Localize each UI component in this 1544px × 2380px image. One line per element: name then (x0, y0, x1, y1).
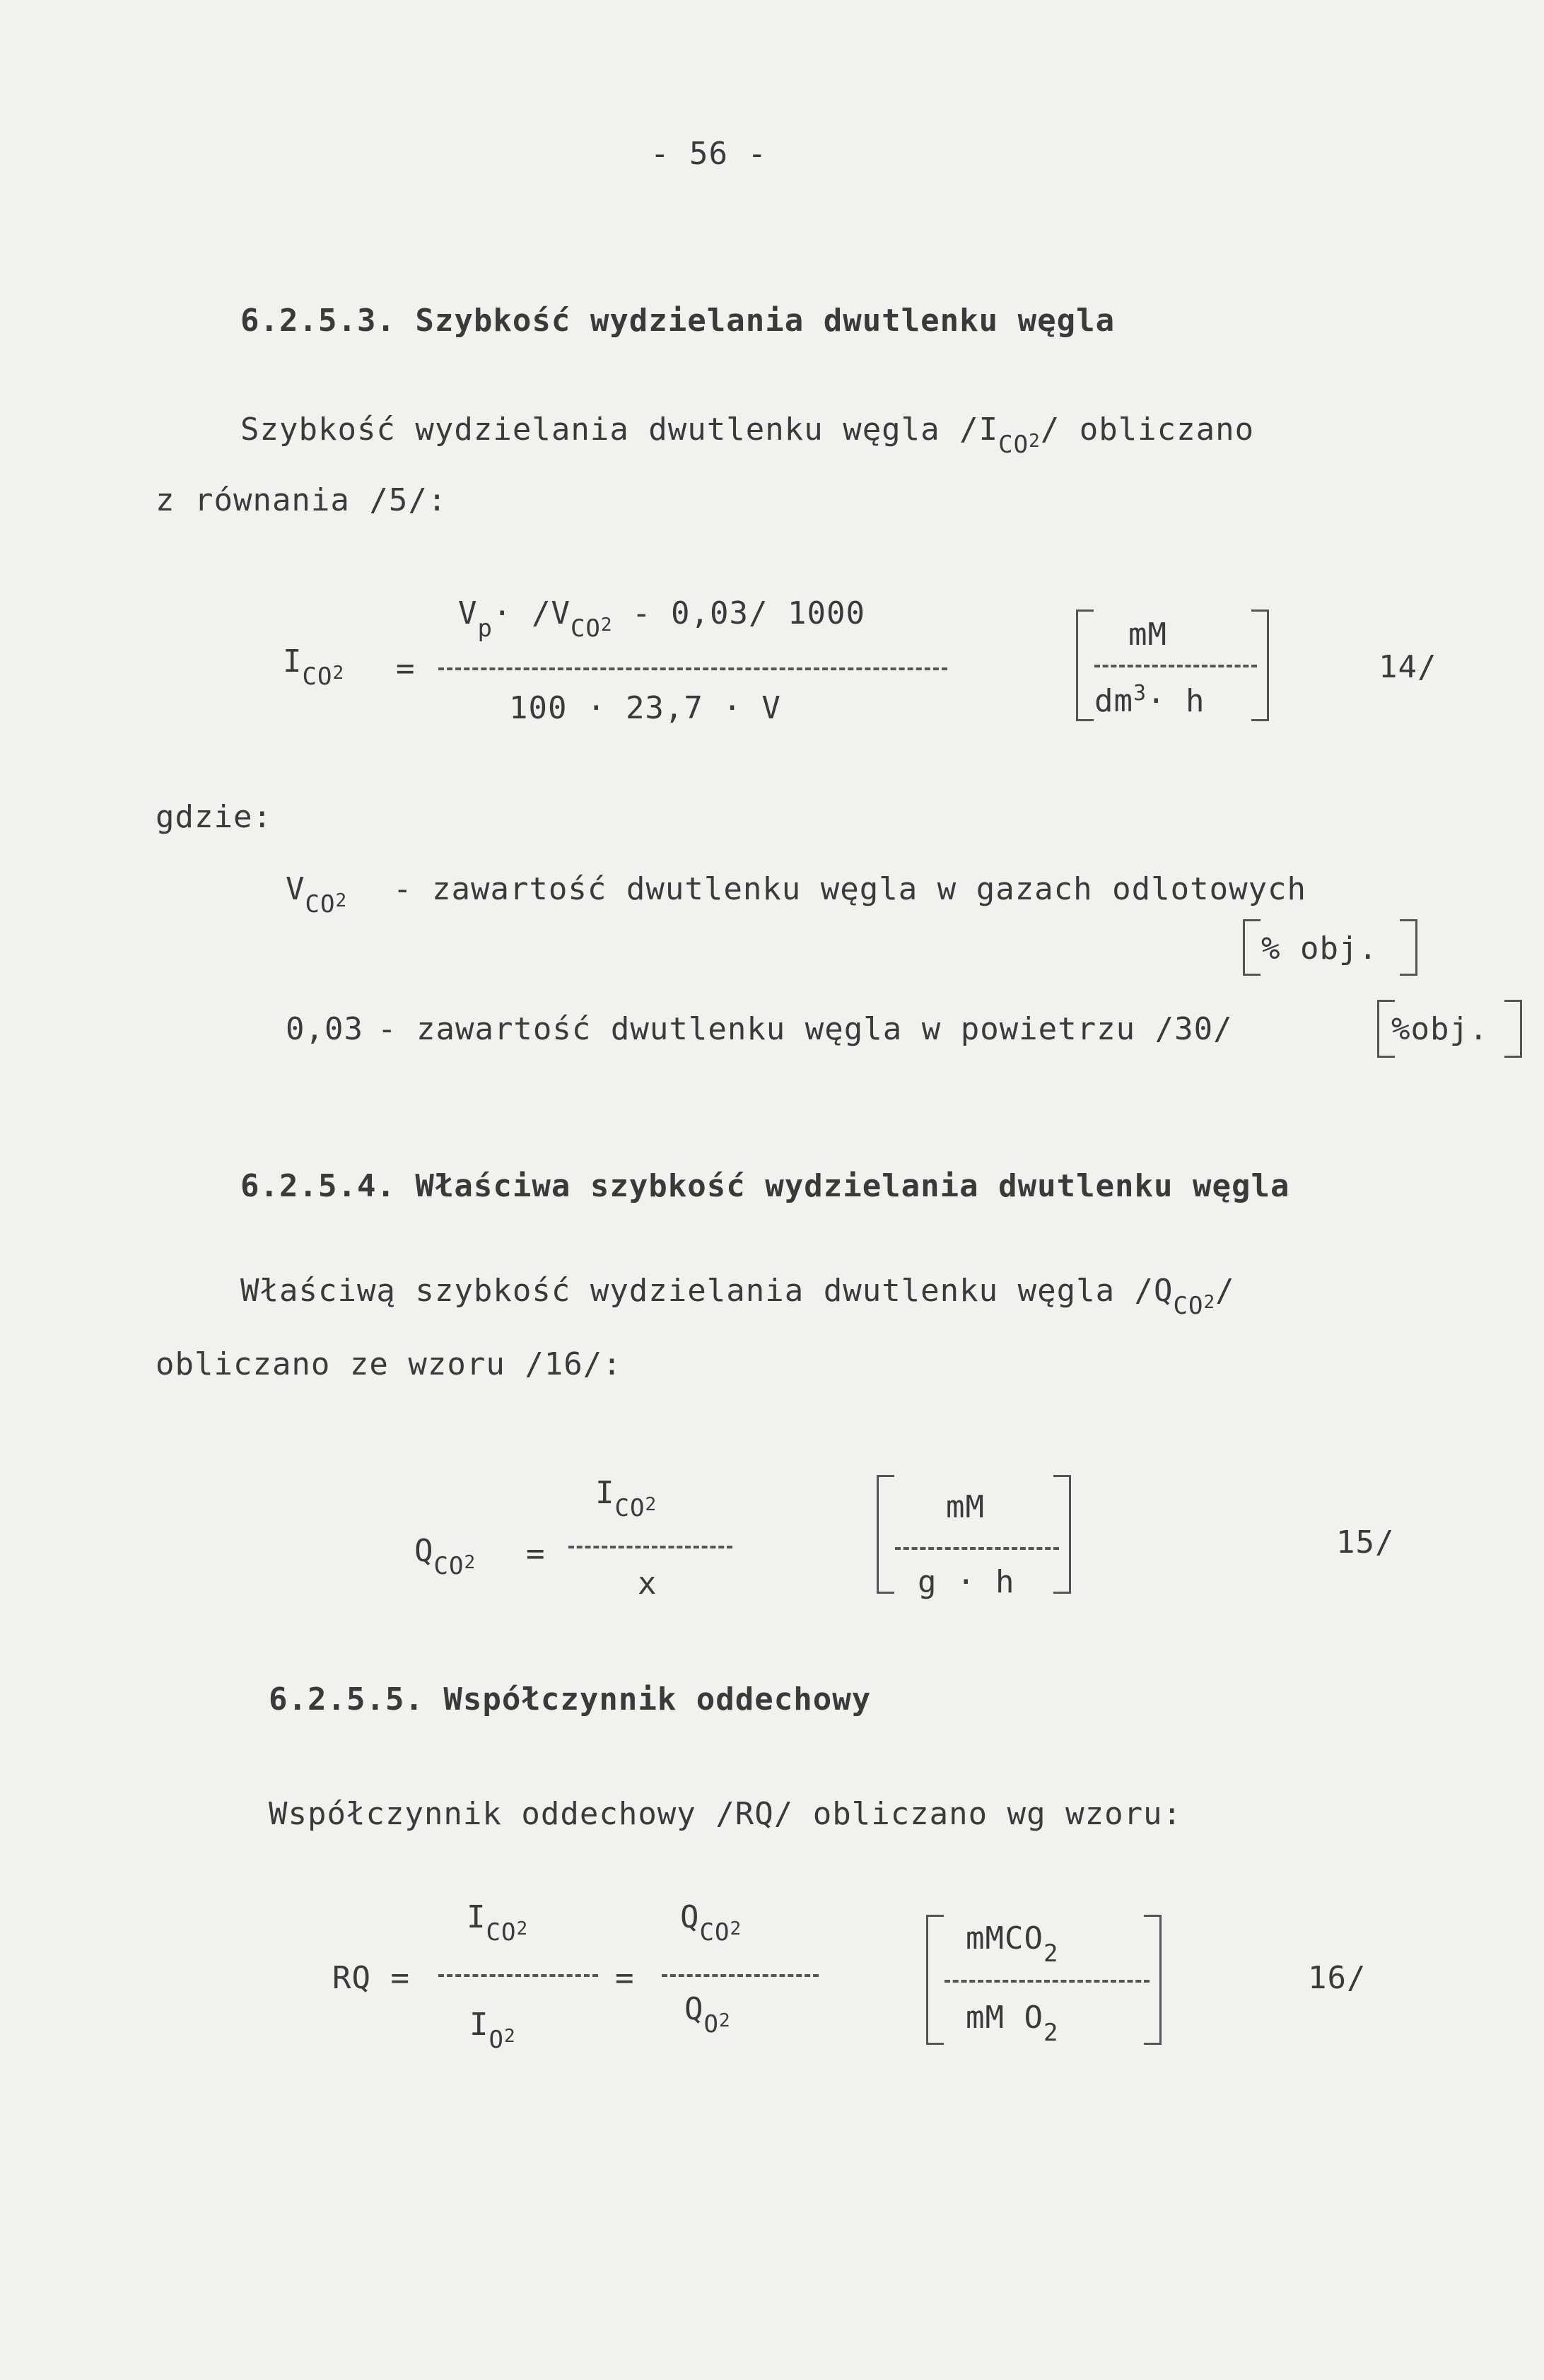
formula-16-equals: = (615, 1960, 635, 1996)
paragraph-6253-line1: Szybkość wydzielania dwutlenku węgla $/I_{CO2}/$ obliczano (240, 412, 1255, 459)
formula-15-unit-bracket-left (877, 1475, 894, 1594)
paragraph-6255: Współczynnik oddechowy /RQ/ obliczano wg wzoru: (269, 1796, 1183, 1832)
formula-14-unit-bar (1094, 665, 1257, 667)
formula-16-unit-bracket-right (1144, 1915, 1162, 2045)
paragraph-6254-line2: obliczano ze wzoru /16/: (156, 1346, 622, 1382)
page-number: - 56 - (650, 136, 767, 172)
paragraph-6253-line2: z równania /5/: (156, 482, 448, 518)
definition-1-unit: % obj. (1261, 931, 1378, 967)
formula-15-equals: = (526, 1536, 546, 1572)
section-heading-6253: 6.2.5.3. Szybkość wydzielania dwutlenku węgla (240, 303, 1116, 339)
formula-14-unit-denominator: $dm^3\cdot h$ (1094, 681, 1205, 719)
formula-16-unit-numerator: mMCO$_2$ (966, 1920, 1059, 1968)
formula-16-unit-bracket-left (926, 1915, 944, 2045)
definition-2-symbol: 0,03 (286, 1011, 363, 1047)
formula-15-number: 15/ (1336, 1524, 1395, 1561)
formula-16-lhs: RQ = (332, 1960, 410, 1996)
formula-14-denominator: 100 · 23,7 · V (509, 690, 781, 726)
formula-15-unit-bar (895, 1547, 1059, 1550)
formula-16-unit-bar (944, 1980, 1150, 1983)
formula-16-f2-bar (662, 1974, 819, 1977)
formula-15-unit-denominator: g · h (918, 1564, 1015, 1600)
formula-15-numerator: $I_{CO2}$ (595, 1475, 657, 1522)
formula-14-unit-bracket-right (1251, 609, 1269, 721)
formula-16-f2-denominator: $Q_{O2}$ (684, 1991, 731, 2038)
formula-14-numerator: $V_p\cdot /V_{CO2} - 0,03/$ 1000 (458, 595, 865, 643)
section-heading-6254: 6.2.5.4. Właściwa szybkość wydzielania dwutlenku węgla (240, 1168, 1290, 1204)
formula-14-equals: = (396, 651, 416, 687)
formula-14-fraction-bar (438, 667, 947, 670)
formula-15-unit-bracket-right (1053, 1475, 1071, 1594)
formula-16-unit-denominator: mM $O_2$ (966, 2000, 1059, 2047)
definition-2-unit-bracket-right (1504, 1000, 1522, 1058)
section-heading-6255: 6.2.5.5. Współczynnik oddechowy (269, 1681, 872, 1717)
formula-14-number: 14/ (1379, 649, 1437, 685)
formula-15-lhs: $Q_{CO2}$ (414, 1533, 476, 1580)
formula-14-unit-numerator: mM (1128, 617, 1167, 653)
formula-14-unit-bracket-left (1076, 609, 1094, 721)
formula-16-f1-numerator: $I_{CO2}$ (467, 1899, 529, 1947)
formula-16-f2-numerator: $Q_{CO2}$ (680, 1899, 742, 1947)
formula-16-number: 16/ (1308, 1960, 1367, 1996)
definition-2-text: - zawartość dwutlenku węgla w powietrzu /30/ (378, 1011, 1233, 1047)
definition-1-symbol: $V_{CO2}$ (286, 871, 348, 918)
definition-1-text: - zawartość dwutlenku węgla w gazach odlotowych (393, 871, 1307, 907)
formula-15-unit-numerator: mM (946, 1489, 985, 1525)
formula-16-f1-bar (438, 1974, 598, 1977)
formula-16-f1-denominator: $I_{O2}$ (469, 2007, 516, 2054)
formula-15-denominator: x (638, 1565, 657, 1602)
formula-14-lhs: $I_{CO2}$ (283, 643, 345, 691)
paragraph-6254-line1: Właściwą szybkość wydzielania dwutlenku węgla $/Q_{CO2}/$ (240, 1273, 1235, 1320)
definition-2-unit: %obj. (1391, 1011, 1489, 1047)
formula-15-fraction-bar (568, 1546, 732, 1548)
where-label: gdzie: (156, 799, 272, 835)
definition-1-unit-bracket-left (1243, 919, 1261, 976)
definition-1-unit-bracket-right (1400, 919, 1417, 976)
